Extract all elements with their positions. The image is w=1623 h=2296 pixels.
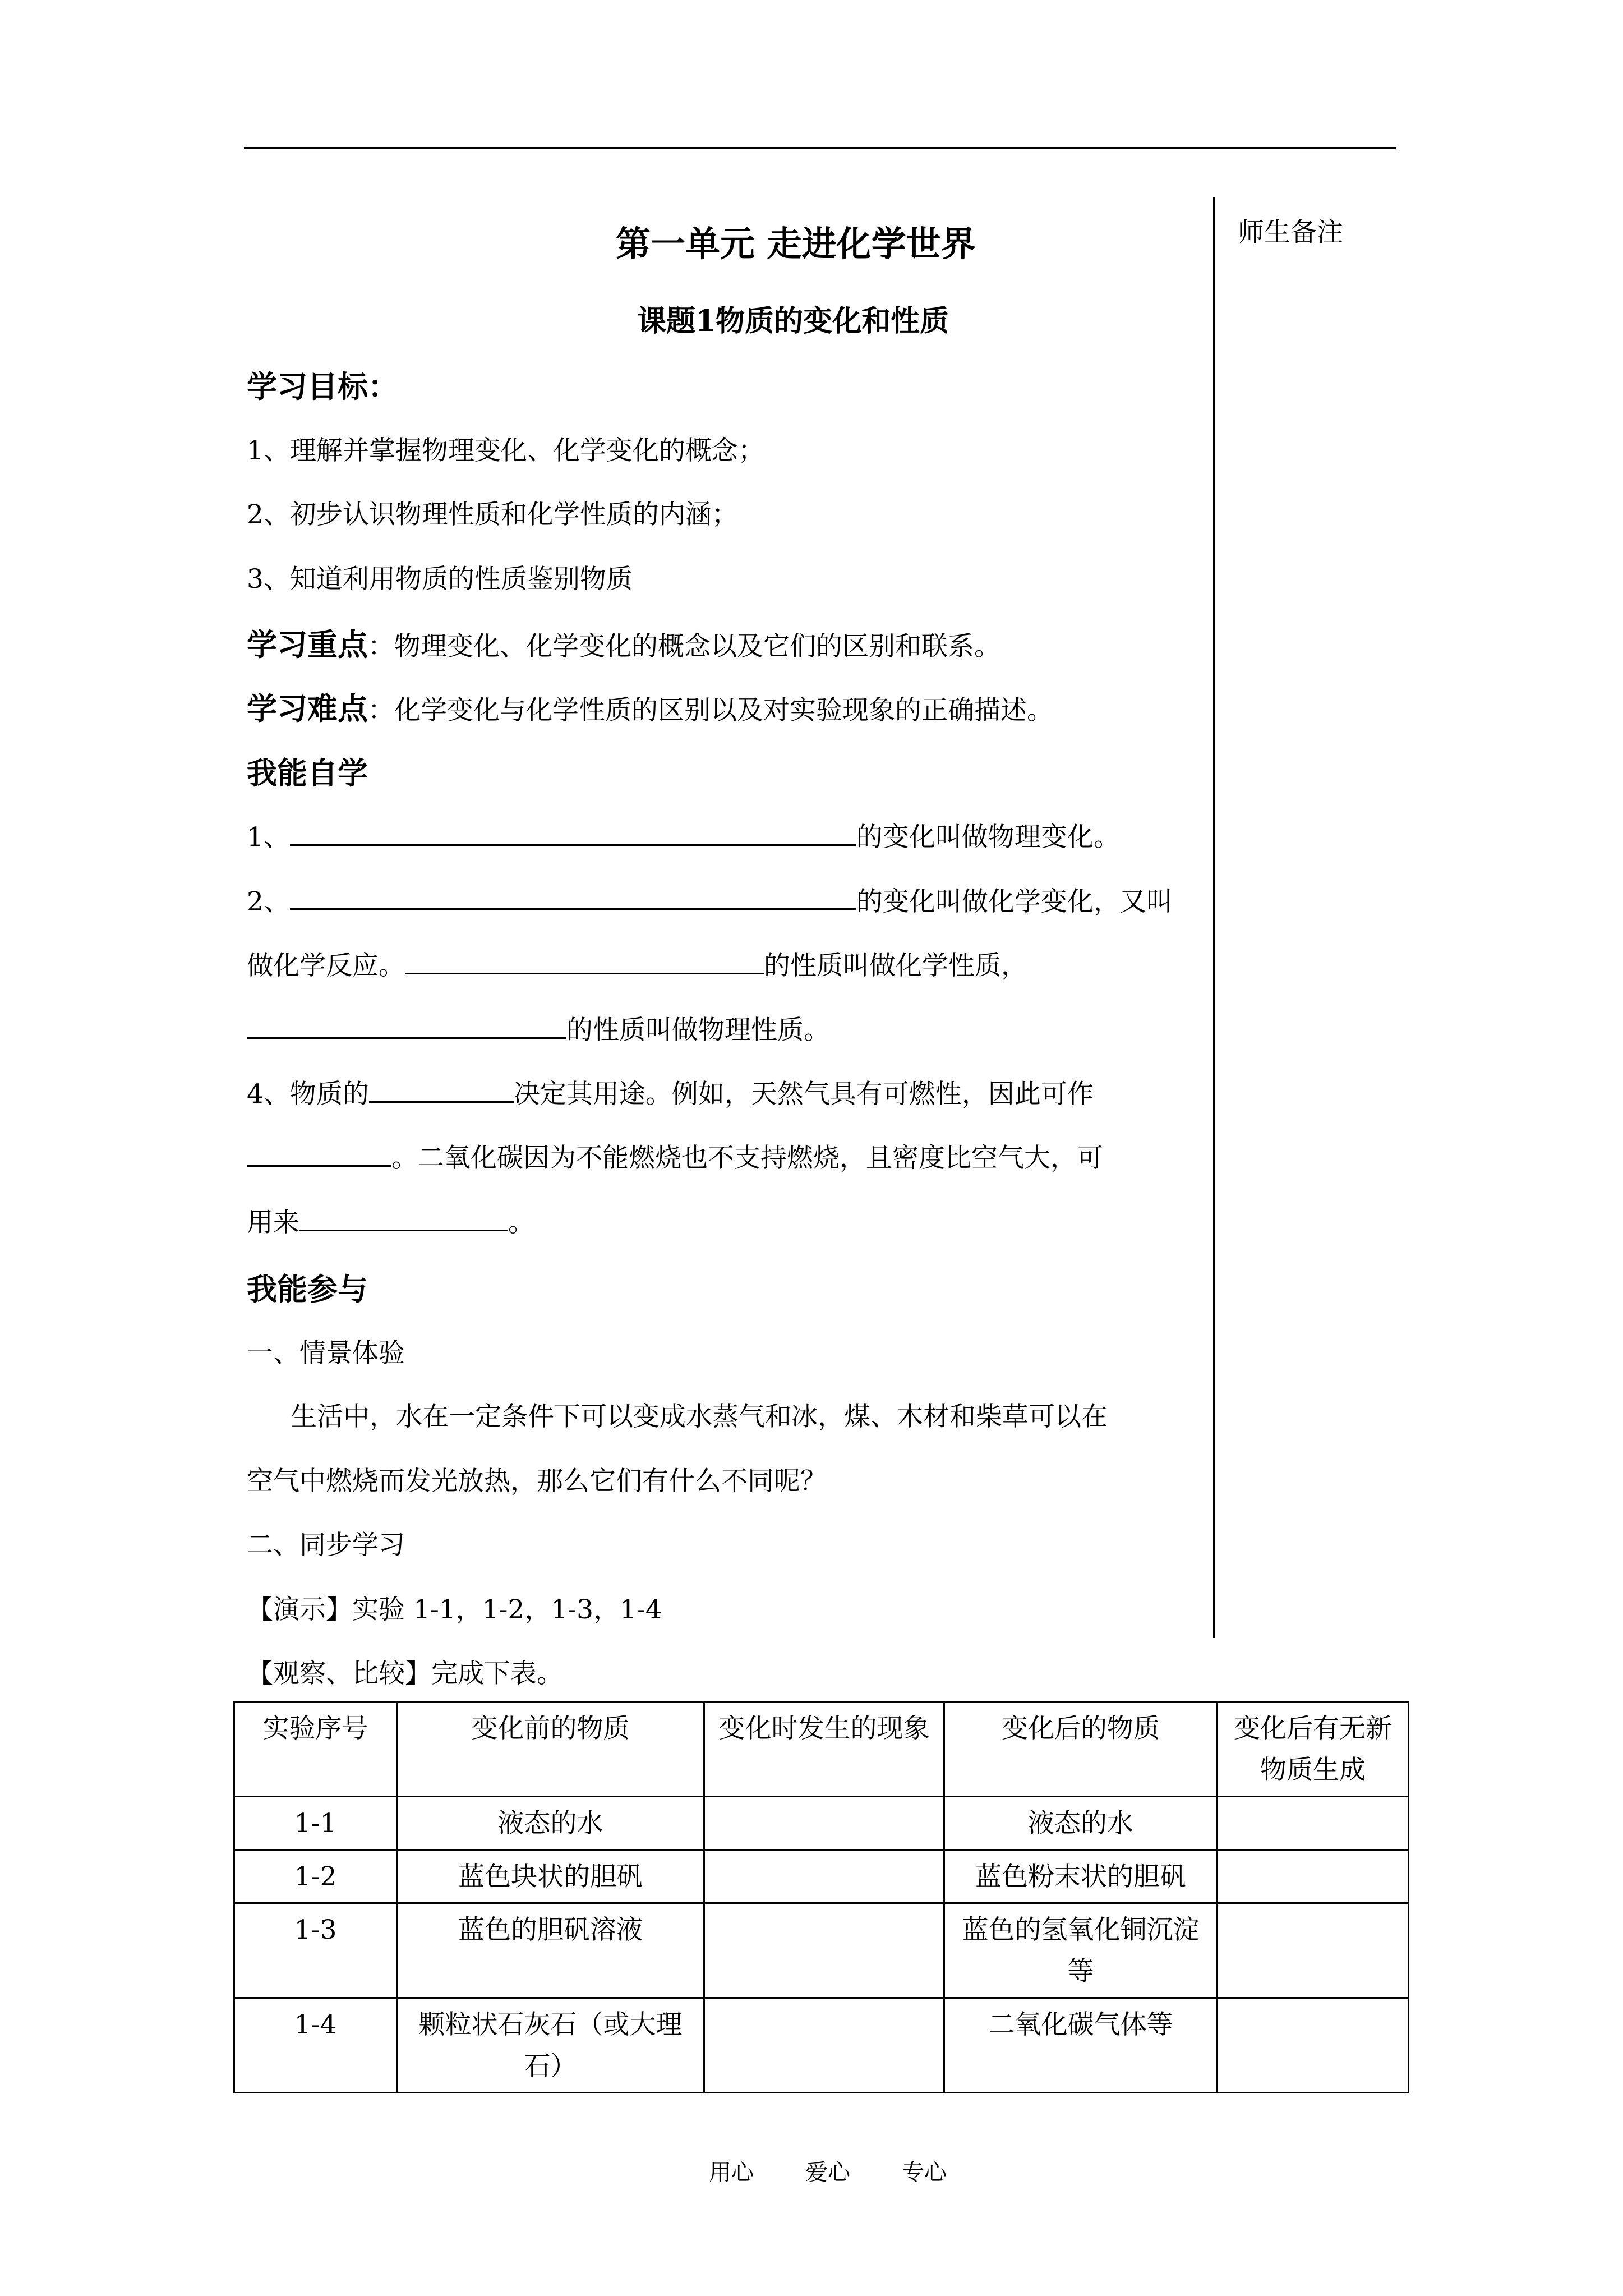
question-4-line-3-prefix: 用来 [247, 1207, 299, 1238]
answer-blank[interactable] [290, 817, 856, 846]
question-2-prefix: 2、 [247, 886, 290, 917]
section-heading: 二、同步学习 [247, 1530, 405, 1561]
table-cell: 1-3 [234, 1903, 397, 1998]
page-title: 第一单元 走进化学世界 [616, 223, 976, 264]
table-cell-blank[interactable] [1218, 1850, 1409, 1903]
header-rule [244, 147, 1396, 149]
self-study-heading: 我能自学 [247, 755, 368, 791]
question-1 [247, 816, 1120, 854]
table-header-cell: 变化后的物质 [944, 1702, 1218, 1797]
answer-blank[interactable] [247, 1138, 391, 1167]
table-row [234, 1850, 1409, 1903]
question-2 [247, 881, 1173, 918]
table-cell: 液态的水 [944, 1797, 1218, 1850]
table-header-cell: 变化后有无新物质生成 [1218, 1702, 1409, 1797]
table-row [234, 1797, 1409, 1850]
table-cell-blank[interactable] [704, 1903, 944, 1998]
key-point-text: ：物理变化、化学变化的概念以及它们的区别和联系。 [368, 631, 1000, 662]
objective-item: 1、理解并掌握物理变化、化学变化的概念； [247, 435, 764, 466]
margin-divider [1213, 197, 1215, 1638]
question-2-line-2 [247, 945, 1027, 982]
table-cell: 1-2 [234, 1850, 397, 1903]
answer-blank[interactable] [405, 946, 764, 974]
answer-blank[interactable] [369, 1074, 514, 1103]
table-header-cell: 变化前的物质 [397, 1702, 704, 1797]
table-cell-blank[interactable] [1218, 1998, 1409, 2093]
table-cell: 液态的水 [397, 1797, 704, 1850]
objectives-heading: 学习目标： [247, 369, 398, 404]
lesson-subtitle: 课题1物质的变化和性质 [637, 304, 949, 338]
scenario-paragraph-line: 生活中，水在一定条件下可以变成水蒸气和冰，煤、木材和柴草可以在 [291, 1401, 1108, 1432]
table-cell-blank[interactable] [704, 1998, 944, 2093]
scenario-paragraph-line: 空气中燃烧而发光放热，那么它们有什么不同呢？ [247, 1466, 827, 1497]
question-2-line-2-suffix: 的性质叫做化学性质， [764, 950, 1027, 981]
question-2-line-3-suffix: 的性质叫做物理性质。 [566, 1015, 830, 1046]
question-4 [247, 1073, 1094, 1111]
question-1-suffix: 的变化叫做物理变化。 [856, 822, 1120, 853]
table-cell-blank[interactable] [1218, 1797, 1409, 1850]
table-header-cell: 实验序号 [234, 1702, 397, 1797]
table-cell: 蓝色粉末状的胆矾 [944, 1850, 1218, 1903]
observe-line: 【观察、比较】完成下表。 [247, 1658, 563, 1689]
table-cell: 1-4 [234, 1998, 397, 2093]
footer-item: 用心 [709, 2160, 754, 2185]
key-point [247, 621, 1000, 664]
table-cell-blank[interactable] [704, 1850, 944, 1903]
key-point-label: 学习重点 [247, 627, 368, 662]
page-footer [683, 2155, 972, 2187]
difficulty-text: ：化学变化与化学性质的区别以及对实验现象的正确描述。 [368, 695, 1053, 726]
difficulty [247, 685, 1053, 728]
demo-line: 【演示】实验 1-1，1-2，1-3，1-4 [247, 1594, 662, 1625]
footer-item: 爱心 [805, 2160, 850, 2185]
question-4-line-2-suffix: 。二氧化碳因为不能燃烧也不支持燃烧，且密度比空气大，可 [391, 1143, 1103, 1174]
table-cell: 蓝色的氢氧化铜沉淀等 [944, 1903, 1218, 1998]
question-4-mid: 决定其用途。例如，天然气具有可燃性，因此可作 [513, 1079, 1094, 1110]
section-heading: 一、情景体验 [247, 1338, 405, 1369]
question-2-line-2-prefix: 做化学反应。 [247, 950, 405, 981]
participate-heading: 我能参与 [247, 1271, 368, 1307]
answer-blank[interactable] [290, 881, 856, 910]
table-cell-blank[interactable] [704, 1797, 944, 1850]
answer-blank[interactable] [299, 1203, 508, 1231]
question-4-line-2 [247, 1137, 1103, 1175]
objective-item: 3、知道利用物质的性质鉴别物质 [247, 564, 633, 595]
observation-table [233, 1701, 1409, 2093]
question-2-line-3 [247, 1009, 830, 1047]
table-cell: 颗粒状石灰石（或大理石） [397, 1998, 704, 2093]
table-header-row [234, 1702, 1409, 1797]
question-2-suffix: 的变化叫做化学变化，又叫 [856, 886, 1173, 917]
objective-item: 2、初步认识物理性质和化学性质的内涵； [247, 499, 738, 530]
question-4-line-3-suffix: 。 [508, 1207, 534, 1238]
table-cell: 二氧化碳气体等 [944, 1998, 1218, 2093]
side-note-label: 师生备注 [1238, 217, 1343, 248]
question-1-prefix: 1、 [247, 822, 290, 853]
table-cell: 1-1 [234, 1797, 397, 1850]
table-row [234, 1998, 1409, 2093]
table-row [234, 1903, 1409, 1998]
table-cell: 蓝色的胆矾溶液 [397, 1903, 704, 1998]
table-header-cell: 变化时发生的现象 [704, 1702, 944, 1797]
question-4-line-3 [247, 1202, 534, 1239]
answer-blank[interactable] [247, 1010, 566, 1039]
difficulty-label: 学习难点 [247, 691, 368, 726]
footer-item: 专心 [902, 2160, 947, 2185]
question-4-prefix: 4、物质的 [247, 1079, 369, 1110]
table-cell: 蓝色块状的胆矾 [397, 1850, 704, 1903]
table-cell-blank[interactable] [1218, 1903, 1409, 1998]
